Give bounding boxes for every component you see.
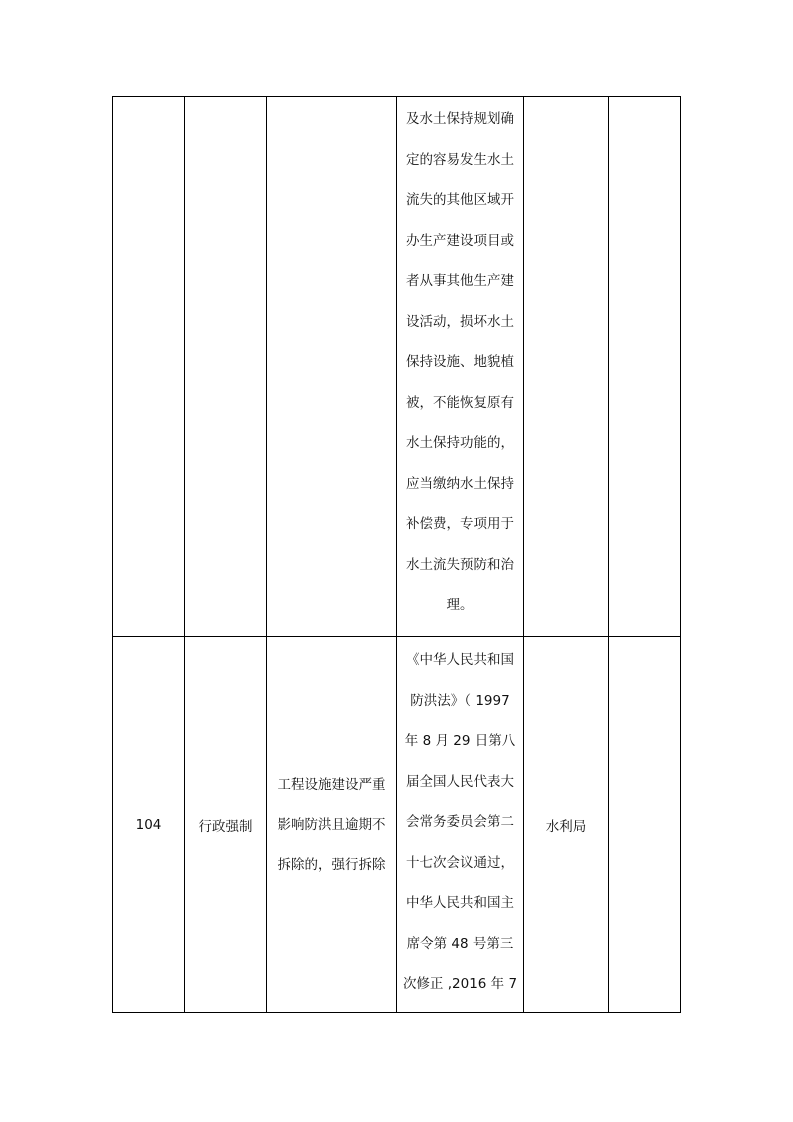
law-line: 者从事其他生产建 <box>406 273 514 289</box>
department-cell <box>524 637 608 1012</box>
law-line: 被，不能恢复原有 <box>406 394 514 411</box>
item-line: 影响防洪且逾期不 <box>277 816 386 833</box>
permissions-table <box>112 96 681 1013</box>
law-line: 防洪法》（ 1997 <box>410 692 510 709</box>
category-text: 行政强制 <box>198 818 253 835</box>
law-line: 水土保持功能的， <box>406 435 514 451</box>
law-line: 保持设施、地貌植 <box>406 354 514 370</box>
remark-cell <box>609 637 680 1012</box>
law-line: 席令第 48 号第三 <box>406 935 514 952</box>
law-line: 办生产建设项目或 <box>406 232 514 249</box>
law-basis-cell <box>397 640 523 1005</box>
item-cell <box>267 637 396 1012</box>
row-number: 104 <box>135 816 162 833</box>
law-line: 理。 <box>446 597 474 613</box>
department-text: 水利局 <box>545 818 587 835</box>
law-line: 及水土保持规划确 <box>406 111 514 127</box>
law-line: 补偿费，专项用于 <box>406 516 514 532</box>
law-line: 定的容易发生水土 <box>406 151 514 168</box>
law-line: 届全国人民代表大 <box>406 773 514 790</box>
law-line: 设活动，损坏水土 <box>406 313 514 330</box>
col-divider <box>680 96 681 1013</box>
law-line: 会常务委员会第二 <box>406 814 514 830</box>
law-line: 流失的其他区域开 <box>406 192 514 208</box>
law-line: 十七次会议通过， <box>406 854 514 871</box>
law-line: 年 8 月 29 日第八 <box>404 733 516 749</box>
law-line: 中华人民共和国主 <box>406 895 514 911</box>
law-basis-cell-continued <box>397 99 523 626</box>
item-line: 工程设施建设严重 <box>277 776 386 793</box>
item-text <box>278 765 386 885</box>
category-cell <box>185 637 266 1012</box>
row-number-cell <box>113 637 184 1012</box>
law-line: 《中华人民共和国 <box>406 652 514 668</box>
law-line: 应当缴纳水土保持 <box>406 475 514 492</box>
item-line: 拆除的，强行拆除 <box>277 856 386 873</box>
law-line: 水土流失预防和治 <box>406 556 514 573</box>
law-line: 次修正 ,2016 年 7 <box>402 976 518 992</box>
